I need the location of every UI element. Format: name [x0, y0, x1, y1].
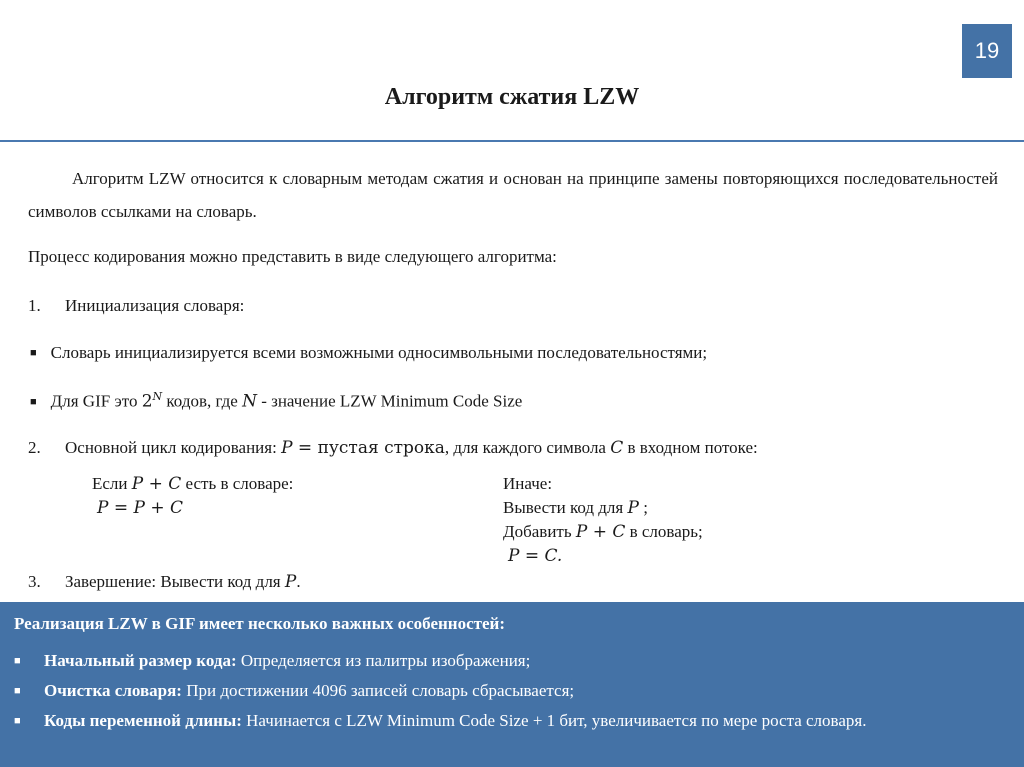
- step-2-c: C: [610, 438, 624, 458]
- panel-item-1-text: Определяется из палитры изображения;: [236, 651, 531, 670]
- process-text: Процесс кодирования можно представить в виде следующего алгоритма:: [28, 247, 557, 266]
- bullet-2-pre: Для GIF это: [50, 391, 142, 411]
- bullet-2-base: 2: [141, 391, 153, 412]
- else-label: Иначе:: [503, 474, 553, 493]
- panel-title: Реализация LZW в GIF имеет несколько важных особенностей:: [14, 614, 505, 633]
- if-post: есть в словаре:: [181, 474, 294, 493]
- bullet-1-text: Словарь инициализируется всеми возможными односимвольными последовательностями;: [50, 343, 708, 362]
- else-2-pre: Добавить: [503, 522, 576, 541]
- features-panel: [0, 602, 1024, 767]
- step-2-mid: , для каждого символа: [444, 438, 611, 457]
- else-2-post: в словарь;: [625, 522, 703, 541]
- panel-item-3-text: Начинается с LZW Minimum Code Size + 1 бит, увеличивается по мере роста словаря.: [241, 711, 867, 730]
- step-2-text: [65, 438, 758, 458]
- panel-item-1-bold: Начальный размер кода:: [44, 651, 237, 670]
- panel-item-2-text: При достижении 4096 записей словарь сбрасывается;: [181, 681, 575, 700]
- else-line-1: [503, 498, 648, 518]
- step-3-text: [65, 572, 301, 592]
- bullet-item-2: [30, 390, 522, 412]
- else-2-math: P + C: [575, 522, 626, 542]
- if-math: P + C: [131, 474, 182, 494]
- else-line-3: P = C.: [508, 546, 563, 566]
- step-3-pre: Завершение: Вывести код для: [65, 572, 285, 591]
- else-line-2: [503, 522, 703, 542]
- step-3-number: 3.: [28, 572, 41, 591]
- else-1-post: ;: [638, 498, 648, 517]
- slide-title: Алгоритм сжатия LZW: [384, 84, 640, 110]
- if-assignment: P = P + C: [97, 498, 183, 518]
- bullet-item-1: [30, 343, 707, 363]
- slide-number-badge: 19: [962, 24, 1012, 78]
- step-3-post: .: [296, 572, 301, 591]
- step-3-math: P: [284, 572, 297, 592]
- step-1-text: Инициализация словаря:: [65, 296, 245, 315]
- panel-item-2-bold: Очистка словаря:: [44, 681, 182, 700]
- step-2-eq: = пустая строка: [292, 438, 445, 458]
- title-divider: [0, 140, 1024, 142]
- bullet-2-exponent: N: [152, 390, 163, 403]
- panel-item-2: [14, 678, 1012, 704]
- if-condition: [92, 474, 293, 494]
- bullet-2-var: N: [242, 391, 257, 412]
- step-2-number: 2.: [28, 438, 41, 457]
- panel-item-3-bold: Коды переменной длины:: [44, 711, 242, 730]
- intro-paragraph: Алгоритм LZW относится к словарным методам сжатия и основан на принципе замены повторяющихся последовательностей символов ссылками на словарь.: [28, 169, 998, 222]
- bullet-2-mid: кодов, где: [162, 391, 243, 411]
- square-bullet-icon: ■: [30, 347, 37, 359]
- if-pre: Если: [92, 474, 132, 493]
- square-bullet-icon: ■: [14, 655, 21, 667]
- square-bullet-icon: ■: [14, 715, 21, 727]
- panel-item-1: [14, 648, 1012, 674]
- step-2-pre: Основной цикл кодирования:: [65, 438, 282, 457]
- bullet-2-post: - значение LZW Minimum Code Size: [256, 391, 523, 411]
- else-1-math: P: [627, 498, 639, 518]
- step-2-post: в входном потоке:: [623, 438, 758, 457]
- step-1-number: 1.: [28, 296, 41, 315]
- step-2-p: P: [281, 438, 293, 458]
- panel-item-3: [14, 708, 1012, 734]
- square-bullet-icon: ■: [30, 395, 37, 408]
- square-bullet-icon: ■: [14, 685, 21, 697]
- else-1-pre: Вывести код для: [503, 498, 628, 517]
